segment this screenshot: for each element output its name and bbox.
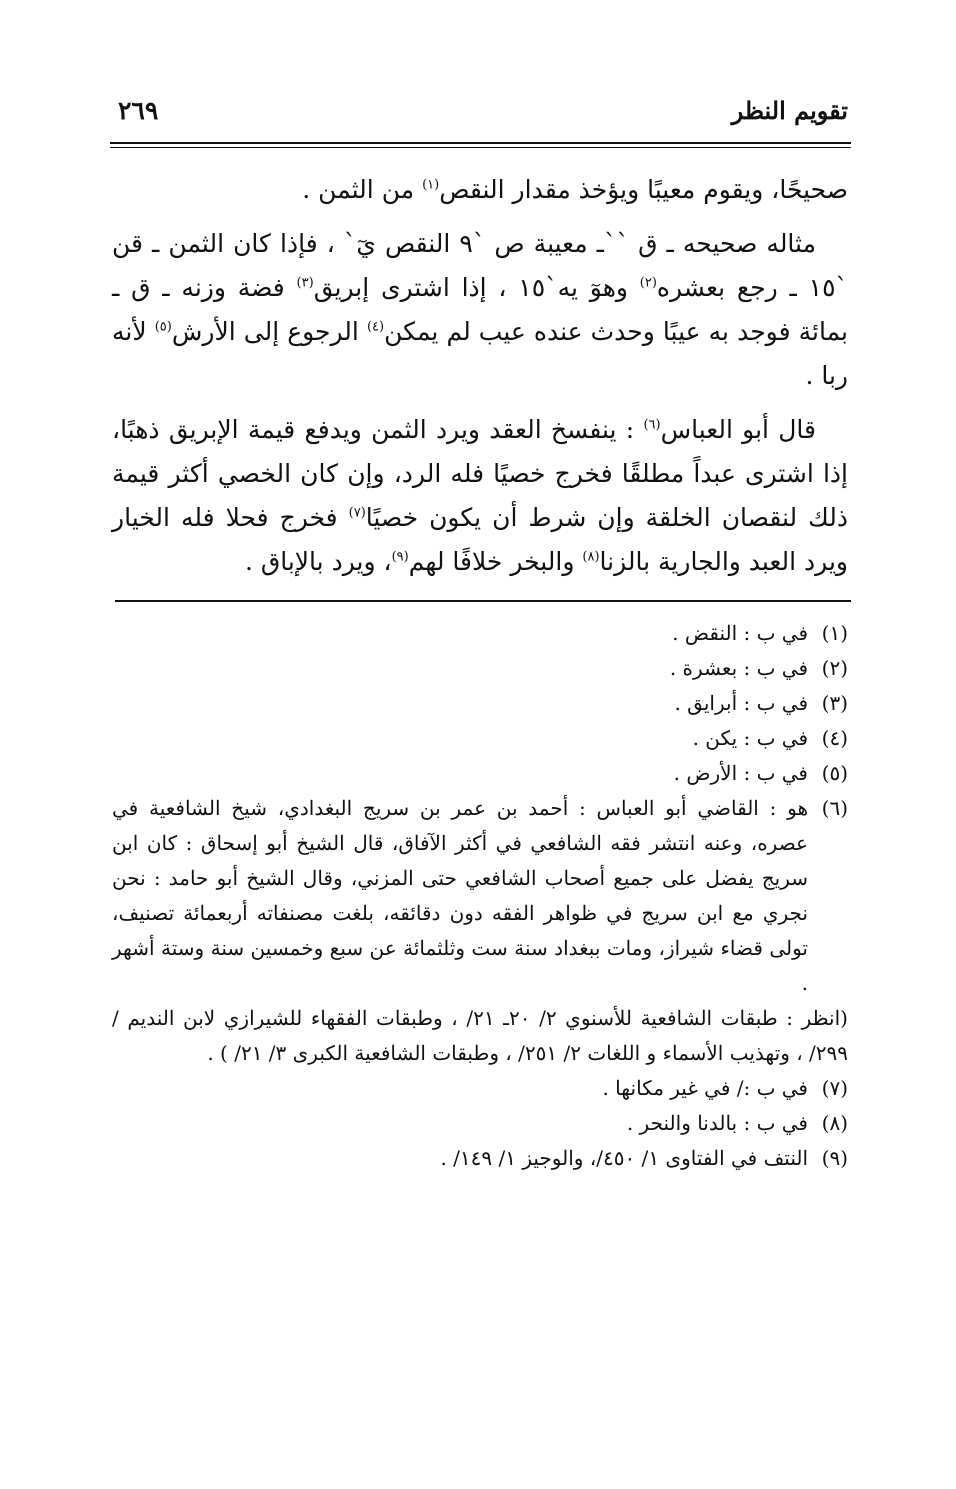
footnote-6-references: (انظر : طبقات الشافعية للأسنوي ٢/ ٢٠ـ ٢١/ ، وطبقات الفقهاء للشيرازي لابن النديم / ٢٩٩/ ، وتهذيب الأسماء و اللغات ٢/ ٢٥١/ ، وطبقات الشافعية الكبرى ٣/ ٢١/ ) .: [112, 1006, 848, 1065]
footnote-ref: (٧): [348, 505, 366, 521]
header-rule-thick: [110, 142, 851, 144]
footnote-5: [112, 756, 848, 791]
text-run: فضة وزنه ـ ق ـ بمائة فوجد به عيبًا وحدث عنده عيب لم يمكن: [112, 273, 848, 346]
footnote-number: (٨): [821, 1111, 848, 1135]
footnote-text: في ب :/ في غير مكانها .: [602, 1076, 808, 1100]
footnote-separator: [115, 600, 851, 602]
footnote-number: (٢): [821, 656, 848, 680]
footnote-text: في ب : بعشرة .: [669, 656, 808, 680]
paragraph-2: [112, 222, 848, 398]
footnote-ref: (٤): [366, 319, 385, 335]
paragraph-1: [112, 168, 848, 212]
footnote-text: هو : القاضي أبو العباس : أحمد بن عمر بن سريج البغدادي، شيخ الشافعية في عصره، وعنه انتشر فقه الشافعي في أكثر الآفاق، قال الشيخ أبو إسحاق : كان ابن سريج يفضل على جميع أصحاب الشافعي حتى المزني، وقال الشيخ أبو حامد : نحن نجري مع ابن سريج في ظواهر الفقه دون دقائقه، بلغت مصنفاته أربعمائة تصنيف، تولى قضاء شيراز، ومات ببغداد سنة ست وثلثمائة عن سبع وخمسين سنة وستة أشهر .: [112, 796, 808, 995]
text-run: صحيحًا، ويقوم معيبًا ويؤخذ مقدار النقص: [439, 175, 848, 204]
footnote-4: [112, 721, 848, 756]
text-run: وهوٓ يه`١٥ ، إذا اشترى إبريق: [313, 273, 640, 302]
footnote-number: (٣): [821, 691, 848, 715]
footnote-text: في ب : النقض .: [672, 621, 808, 645]
footnote-text: في ب : يكن .: [692, 726, 808, 750]
text-run: مثاله صحيحه ـ ق ``ـ معيبة ص `٩ النقص يٓ` ، فإذا كان الثمن ـ قن `١٥ ـ رجع بعشره: [112, 229, 848, 302]
running-title: تقويم النظر: [731, 96, 848, 125]
paragraph-3: [112, 408, 848, 584]
footnotes: [112, 616, 848, 1176]
footnote-number: (١): [821, 621, 848, 645]
footnote-number: (٩): [821, 1146, 848, 1170]
footnote-7: [112, 1071, 848, 1106]
footnote-number: (٥): [821, 761, 848, 785]
header-rule-thin: [110, 147, 851, 148]
footnote-text: في ب : أبرايق .: [674, 691, 808, 715]
footnote-ref: (١): [422, 177, 440, 193]
main-text: [112, 168, 848, 600]
footnote-ref: (٢): [639, 275, 657, 291]
footnote-ref: (٥): [154, 319, 172, 335]
footnote-2: [112, 651, 848, 686]
footnote-ref: (٣): [296, 275, 314, 291]
footnote-number: (٤): [821, 726, 848, 750]
text-run: والبخر خلافًا لهم: [408, 547, 583, 576]
footnote-6: [112, 791, 848, 1001]
text-run: قال أبو العباس: [660, 415, 817, 444]
footnote-text: في ب : الأرض .: [673, 761, 808, 785]
text-run: الرجوع إلى الأرش: [171, 317, 367, 346]
footnote-9: [112, 1141, 848, 1176]
footnote-number: (٦): [821, 796, 848, 820]
text-run: لأنه ربا .: [112, 317, 848, 390]
footnote-text: في ب : بالدنا والنحر .: [626, 1111, 808, 1135]
footnote-ref: (٦): [643, 417, 661, 433]
footnote-number: (٧): [821, 1076, 848, 1100]
footnote-3: [112, 686, 848, 721]
page-number: ٢٦٩: [118, 96, 159, 125]
footnote-1: [112, 616, 848, 651]
text-run: ، ويرد بالإباق .: [244, 547, 392, 576]
text-run: : ينفسخ العقد ويرد الثمن ويدفع قيمة الإبريق ذهبًا، إذا اشترى عبداً مطلقًا فخرج خصيًا فله الرد، وإن كان الخصي أكثر قيمة ذلك لنقصان الخلقة وإن شرط أن يكون خصيًا: [112, 415, 848, 532]
footnote-ref: (٩): [391, 549, 409, 565]
footnote-8: [112, 1106, 848, 1141]
text-run: فخرج فحلا فله الخيار ويرد العبد والجارية بالزنا: [112, 503, 848, 576]
footnote-ref: (٨): [582, 549, 600, 565]
footnote-text: النتف في الفتاوى ١/ ٤٥٠/، والوجيز ١/ ١٤٩/ .: [440, 1146, 808, 1170]
text-run: من الثمن .: [302, 175, 423, 204]
page-header: [118, 96, 848, 132]
